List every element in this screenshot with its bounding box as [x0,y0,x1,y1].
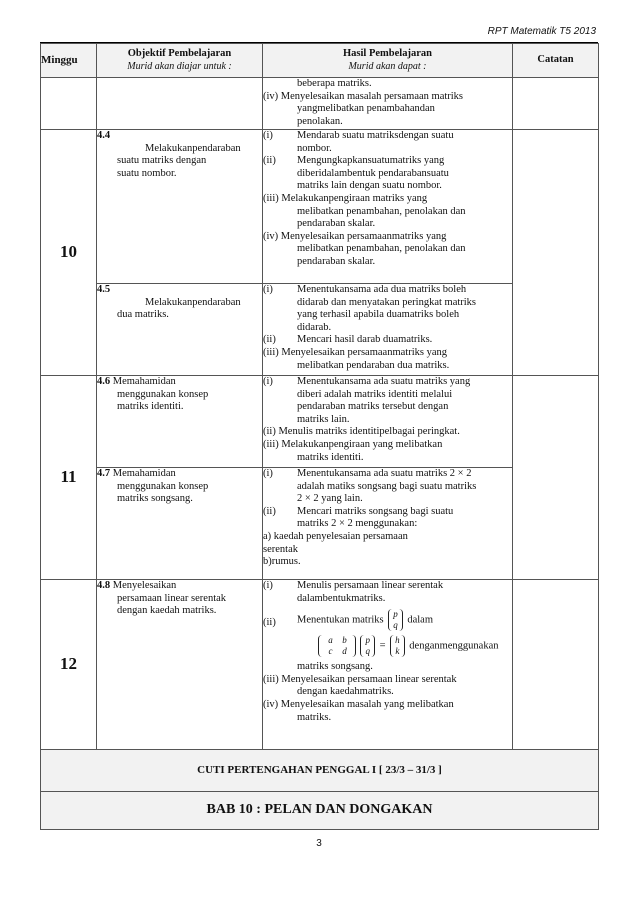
col-header-objektif-sub: Murid akan diajar untuk : [127,60,232,72]
outcome-marker: (i) [263,468,273,479]
objective-text: Memahamidan [112,468,176,479]
outcome-line: matriks lain dengan suatu nombor. [297,180,442,192]
note-cell [513,376,599,580]
outcome-marker: (iii) [263,673,279,685]
outcome-text: Melakukanpengiraan matriks yang [281,192,428,204]
outcome-marker: (iii) [263,438,279,450]
objective-line: suatu nombor. [117,167,177,179]
outcome-text: Menentukansama ada dua matriks boleh [297,284,467,295]
outcome-marker: (iv) [263,698,279,710]
outcome-text: Menentukansama ada suatu matriks yang [297,376,471,387]
objective-line: menggunakan konsep [117,480,209,492]
outcome-item [263,91,512,104]
week-number-12: 12 [41,580,97,750]
outcome-marker: (iii) [263,192,279,204]
document-header-title: RPT Matematik T5 2013 [487,26,596,37]
outcome-text: Menentukansama ada suatu matriks 2 × 2 [297,468,472,479]
objective-line [97,580,262,593]
objective-line: persamaan linear serentak [117,592,227,604]
equals-sign: = [379,640,386,652]
note-cell [513,130,599,376]
week-cell-empty [41,78,97,130]
page-number: 3 [316,838,322,849]
outcome-line: beberapa matriks. [297,78,372,89]
outcome-marker: (ii) [263,617,276,629]
outcome-line: serentak [263,543,298,555]
lesson-plan-table [40,43,599,830]
outcome-line: a) kaedah penyelesaian persamaan [263,530,408,542]
table-row-carry [41,78,599,130]
objective-line [97,468,262,481]
objective-line: Melakukanpendaraban [145,296,241,308]
outcome-marker: (i) [263,130,273,141]
objective-number: 4.6 [97,376,111,387]
col-header-hasil-title: Hasil Pembelajaran [343,47,432,59]
outcome-item [263,193,512,206]
table-row-4-6 [41,376,599,468]
objective-line: suatu matriks dengan [117,155,207,167]
outcome-line: adalah matiks songsang bagi suatu matriks [297,480,477,492]
outcome-marker: (iii) [263,346,279,358]
matrix-entry: q [393,620,398,631]
matrix-entry: p [393,609,398,620]
holiday-banner: CUTI PERTENGAHAN PENGGAL I [ 23/3 – 31/3 ] [41,750,599,792]
outcome-item [263,155,512,168]
outcome-item [263,506,512,519]
outcome-marker: (i) [263,284,273,295]
outcome-cell-4-4 [263,130,513,284]
outcome-line: matriks songsang. [297,661,373,673]
outcome-marker: (iv) [263,230,279,242]
outcome-item [263,130,512,143]
outcome-line: matriks. [297,711,332,723]
objective-cell-4-7 [97,468,263,580]
outcome-text: Menyelesaikan masalah persamaan matriks [280,90,464,102]
outcome-text: Menyelesaikan masalah yang melibatkan [280,698,454,710]
outcome-line: nombor. [297,142,332,154]
outcome-line: pendaraban skalar. [297,255,376,267]
outcome-item [263,699,512,712]
outcome-line: melibatkan penambahan, penolakan dan [297,205,466,217]
outcome-marker: (ii) [263,505,276,517]
banner-row-chapter [41,792,599,830]
matrix-pq-2 [360,635,375,657]
banner-row-holiday [41,750,599,792]
outcome-line: dalambentukmatriks. [297,592,386,604]
outcome-text: Menentukan matriks [297,614,384,626]
objective-line: matriks identiti. [117,401,184,413]
outcome-line: pendaraban matriks tersebut dengan [297,401,449,413]
objective-line: dengan kaedah matriks. [117,605,217,617]
outcome-item [263,439,512,452]
col-header-minggu: Minggu [41,44,97,78]
objective-line: Melakukanpendaraban [145,142,241,154]
outcome-item [263,605,512,631]
outcome-marker: (iv) [263,90,279,102]
matrix-entry: c [328,646,333,657]
objective-cell-4-6 [97,376,263,468]
outcome-line: didarab. [297,321,332,333]
outcome-text: Mencari matriks songsang bagi suatu [297,505,454,517]
week-number-11: 11 [41,376,97,580]
matrix-entry: h [395,635,400,646]
objective-number: 4.8 [97,580,111,591]
outcome-line: pendaraban skalar. [297,218,376,230]
matrix-abcd [318,635,356,657]
outcome-cell-4-6 [263,376,513,468]
outcome-cell-4-7 [263,468,513,580]
outcome-line: diberi adalah matriks identiti melalui [297,388,453,400]
matrix-hk [390,635,405,657]
outcome-cell-carry [263,78,513,130]
col-header-objektif [97,44,263,78]
table-row-4-4 [41,130,599,284]
outcome-item [263,231,512,244]
outcome-text: denganmenggunakan [409,640,499,652]
outcome-item [263,674,512,687]
outcome-item [263,426,512,439]
outcome-item [263,334,512,347]
matrix-entry: p [365,635,370,646]
objective-cell-4-8 [97,580,263,750]
objective-number: 4.7 [97,468,111,479]
outcome-item [263,580,512,593]
outcome-text: Mencari hasil darab duamatriks. [297,334,433,346]
outcome-line: yang terhasil apabila duamatriks boleh [297,309,460,321]
objective-text: Memahamidan [112,376,176,387]
outcome-marker: (i) [263,376,273,387]
outcome-line: 2 × 2 yang lain. [297,493,363,505]
objective-number: 4.4 [97,130,111,141]
objective-line [97,376,262,389]
outcome-marker: (ii) [263,334,276,346]
objective-line: menggunakan konsep [117,388,209,400]
matrix-entry: d [342,646,347,657]
chapter-banner: BAB 10 : PELAN DAN DONGAKAN [41,792,599,830]
note-cell [513,78,599,130]
matrix-entry: k [395,646,400,657]
outcome-text: Menyelesaikan persamaanmatriks yang [281,346,447,358]
outcome-text: Mendarab suatu matriksdengan suatu [297,130,454,141]
objective-cell-4-5 [97,284,263,376]
outcome-text: Menyelesaikan persamaanmatriks yang [280,230,447,242]
objective-cell-4-4 [97,130,263,284]
outcome-marker: (i) [263,580,273,591]
outcome-text: Mengungkapkansuatumatriks yang [297,155,445,167]
objective-cell-empty [97,78,263,130]
outcome-line: matriks lain. [297,413,350,425]
outcome-marker: (ii) [263,155,276,167]
outcome-item [263,376,512,389]
outcome-line: didarab dan menyatakan peringkat matriks [297,296,477,308]
note-cell [513,580,599,750]
outcome-marker: (ii) [263,426,276,438]
outcome-line: yangmelibatkan penambahandan [297,103,435,115]
outcome-line: dengan kaedahmatriks. [297,686,394,698]
col-header-hasil-sub: Murid akan dapat : [348,60,427,72]
col-header-objektif-title: Objektif Pembelajaran [127,47,232,59]
outcome-line: penolakan. [297,115,343,127]
outcome-text: Melakukanpengiraan yang melibatkan [281,438,443,450]
outcome-text: dalam [407,614,434,626]
outcome-line: melibatkan pendaraban dua matriks. [297,359,450,371]
col-header-catatan: Catatan [513,44,599,78]
outcome-text: Menulis persamaan linear serentak [297,580,444,591]
outcome-text: Menyelesaikan persamaan linear serentak [281,673,457,685]
outcome-line: diberidalambentuk pendarabansuatu [297,167,449,179]
outcome-cell-4-5 [263,284,513,376]
matrix-equation [263,631,512,661]
outcome-line: b)rumus. [263,556,301,568]
outcome-line: melibatkan penambahan, penolakan dan [297,243,466,255]
table-header-row [41,44,599,78]
week-number-10: 10 [41,130,97,376]
matrix-entry: a [328,635,333,646]
outcome-line: matriks 2 × 2 menggunakan: [297,518,418,530]
outcome-item [263,468,512,481]
outcome-line: matriks identiti. [297,451,364,463]
outcome-item [263,347,512,360]
objective-number: 4.5 [97,284,111,295]
col-header-hasil [263,44,513,78]
outcome-item [263,284,512,297]
objective-line: dua matriks. [117,309,169,321]
outcome-text: Menulis matriks identitipelbagai peringkat. [278,426,460,438]
table-row-4-8 [41,580,599,750]
outcome-cell-4-8 [263,580,513,750]
matrix-pq [388,609,403,631]
objective-text: Menyelesaikan [112,580,177,591]
objective-line: matriks songsang. [117,493,193,505]
matrix-entry: q [365,646,370,657]
matrix-entry: b [342,635,347,646]
